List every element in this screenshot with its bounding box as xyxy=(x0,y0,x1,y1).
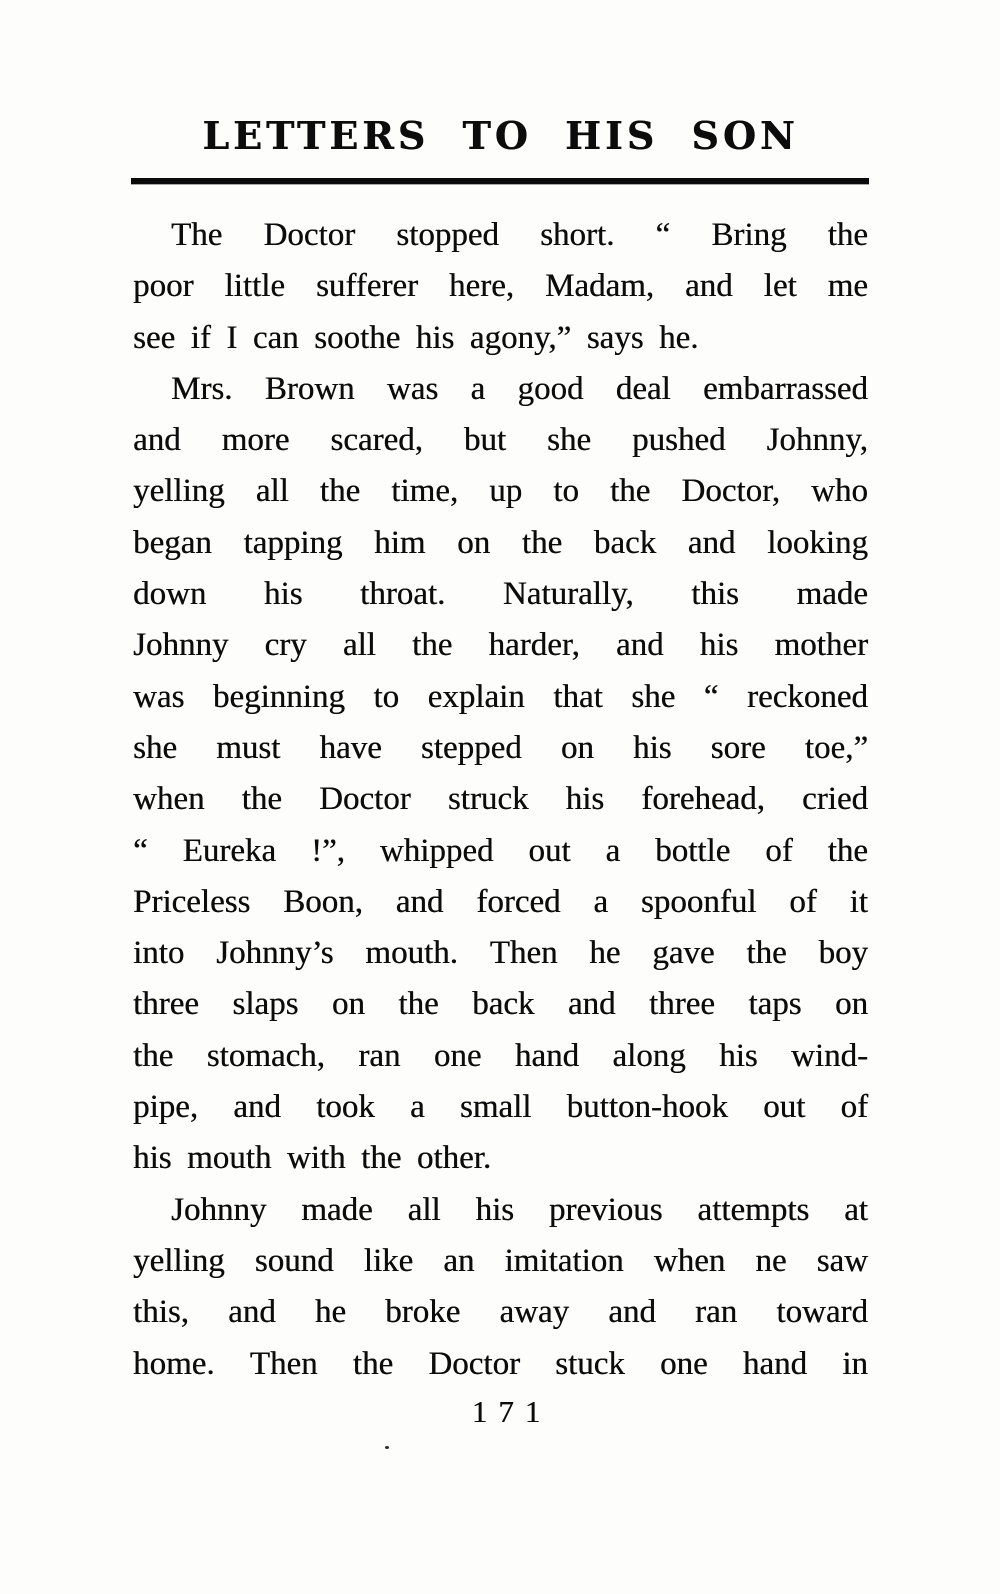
word: an xyxy=(443,1242,475,1279)
word: to xyxy=(373,678,400,715)
word: and xyxy=(133,422,181,459)
word: yelling xyxy=(133,1242,225,1279)
word: let xyxy=(763,268,797,305)
word: he xyxy=(314,1294,347,1331)
word: boy xyxy=(818,935,868,972)
word: of xyxy=(840,1089,868,1126)
word: good xyxy=(517,370,584,407)
word: the xyxy=(352,1345,394,1382)
word: and xyxy=(685,268,733,305)
text-line: his mouth with the other. xyxy=(133,1140,492,1177)
text-line xyxy=(133,1082,868,1133)
word: sufferer xyxy=(315,268,418,305)
text-line xyxy=(133,826,868,877)
word: the xyxy=(412,627,453,664)
word: out xyxy=(528,832,571,869)
word: short. xyxy=(540,217,615,253)
word: mouth. xyxy=(365,935,458,972)
text-line xyxy=(133,261,868,312)
word: attempts xyxy=(697,1191,810,1228)
word: on xyxy=(560,729,594,766)
word: Bring xyxy=(711,217,787,253)
text-line xyxy=(133,1287,868,1338)
word: here, xyxy=(448,268,514,305)
word: his xyxy=(699,627,739,664)
word: must xyxy=(216,729,281,766)
text-line xyxy=(133,928,868,979)
text-line xyxy=(133,1339,868,1390)
text-line xyxy=(133,1236,868,1287)
word: in xyxy=(842,1345,868,1382)
word: !”, xyxy=(310,832,345,869)
ink-speck xyxy=(385,1446,389,1449)
page-number: 171 xyxy=(471,1394,552,1429)
word: the xyxy=(827,217,868,253)
word: yelling xyxy=(133,473,225,510)
word: she xyxy=(631,678,676,715)
word: she xyxy=(133,729,177,766)
word: previous xyxy=(548,1191,663,1228)
word: when xyxy=(133,781,205,818)
word: Doctor xyxy=(428,1345,520,1382)
word: “ xyxy=(703,678,719,715)
word: on xyxy=(834,986,868,1023)
body-text xyxy=(133,210,868,1390)
text-line xyxy=(133,466,868,517)
word: this xyxy=(691,576,739,613)
word: and xyxy=(228,1294,276,1331)
word: at xyxy=(844,1191,868,1228)
word: throat. xyxy=(360,576,446,613)
word: the xyxy=(241,781,282,818)
word: sore xyxy=(710,729,766,766)
word: a xyxy=(410,1089,425,1126)
word: back xyxy=(593,524,657,561)
word: all xyxy=(255,473,289,510)
word: The xyxy=(171,217,223,253)
word: and xyxy=(687,524,736,561)
word: forehead, xyxy=(641,781,765,818)
text-line xyxy=(133,620,868,671)
word: Mrs. xyxy=(171,370,233,407)
text-line xyxy=(133,877,868,928)
word: gave xyxy=(652,935,715,972)
word: made xyxy=(796,576,868,613)
word: the xyxy=(746,935,787,972)
word: Then xyxy=(249,1345,318,1382)
word: have xyxy=(319,729,382,766)
word: one xyxy=(660,1345,708,1382)
word: Naturally, xyxy=(502,576,634,613)
word: all xyxy=(342,627,376,664)
word: Doctor xyxy=(263,217,356,253)
word: looking xyxy=(767,524,868,561)
word: and xyxy=(615,627,664,664)
word: hand xyxy=(742,1345,808,1382)
word: away xyxy=(499,1294,570,1331)
word: who xyxy=(811,473,868,510)
word: the xyxy=(319,473,361,510)
word: ran xyxy=(358,1037,401,1074)
word: the xyxy=(610,473,651,510)
text-line xyxy=(133,518,868,569)
word: his xyxy=(263,576,303,613)
word: up xyxy=(489,473,523,510)
paragraph xyxy=(133,210,868,364)
word: she xyxy=(547,422,592,459)
word: cried xyxy=(802,781,868,818)
word: Johnny, xyxy=(766,422,868,459)
word: stomach, xyxy=(206,1037,325,1074)
text-line: see if I can soothe his agony,” says he. xyxy=(133,319,699,356)
word: little xyxy=(224,268,285,305)
word: on xyxy=(457,524,491,561)
word: broke xyxy=(385,1294,461,1331)
word: a xyxy=(605,832,621,869)
word: three xyxy=(648,986,715,1023)
word: into xyxy=(133,935,185,972)
text-line xyxy=(133,979,868,1030)
word: deal xyxy=(615,370,671,407)
word: Brown xyxy=(264,370,355,407)
word: struck xyxy=(447,781,529,818)
text-line xyxy=(133,1031,868,1082)
word: made xyxy=(301,1191,373,1228)
running-head: LETTERS TO HIS SON xyxy=(202,113,799,158)
word: button-hook xyxy=(566,1089,728,1126)
word: saw xyxy=(816,1242,868,1279)
word: Johnny xyxy=(171,1191,267,1228)
word: tapping xyxy=(243,524,343,561)
word: a xyxy=(593,883,609,920)
word: that xyxy=(553,678,603,715)
word: on xyxy=(331,986,365,1023)
word: took xyxy=(316,1089,375,1126)
word: began xyxy=(133,524,212,561)
word: stopped xyxy=(396,217,499,253)
text-line xyxy=(133,364,868,415)
word: toe,” xyxy=(804,729,868,766)
word: him xyxy=(374,524,426,561)
word: to xyxy=(553,473,579,510)
word: but xyxy=(463,422,507,459)
word: hand xyxy=(514,1037,580,1074)
word: Then xyxy=(489,935,558,972)
word: toward xyxy=(776,1294,868,1331)
word: taps xyxy=(748,986,802,1023)
word: forced xyxy=(476,883,561,920)
word: back xyxy=(472,986,535,1023)
word: the xyxy=(827,832,868,869)
word: Madam, xyxy=(544,268,655,305)
paragraph xyxy=(133,364,868,1185)
word: poor xyxy=(133,268,194,305)
word: mother xyxy=(774,627,868,664)
word: and xyxy=(395,883,444,920)
word: time, xyxy=(391,473,459,510)
word: bottle xyxy=(655,832,731,869)
word: like xyxy=(363,1242,414,1279)
word: pipe, xyxy=(133,1089,199,1126)
word: out xyxy=(763,1089,806,1126)
word: more xyxy=(221,422,290,459)
word: whipped xyxy=(379,832,494,869)
word: embarrassed xyxy=(703,370,868,407)
word: Boon, xyxy=(283,883,363,920)
word: ran xyxy=(695,1294,738,1331)
word: Doctor xyxy=(319,781,411,818)
paragraph xyxy=(133,1185,868,1390)
word: his xyxy=(719,1037,758,1074)
word: down xyxy=(133,576,207,613)
word: the xyxy=(133,1037,174,1074)
word: of xyxy=(789,883,817,920)
word: stepped xyxy=(420,729,522,766)
word: scared, xyxy=(330,422,423,459)
word: home. xyxy=(133,1345,215,1382)
word: when xyxy=(653,1242,726,1279)
word: spoonful xyxy=(640,883,757,920)
word: his xyxy=(475,1191,514,1228)
text-line xyxy=(133,1185,868,1236)
text-line xyxy=(133,723,868,774)
text-line xyxy=(133,569,868,620)
word: sound xyxy=(254,1242,334,1279)
word: Johnny xyxy=(133,627,229,664)
text-line xyxy=(133,672,868,723)
word: his xyxy=(633,729,672,766)
word: this, xyxy=(133,1294,189,1331)
word: his xyxy=(565,781,605,818)
text-line xyxy=(133,774,868,825)
word: was xyxy=(386,370,439,407)
word: along xyxy=(612,1037,686,1074)
word: imitation xyxy=(504,1242,624,1279)
word: explain xyxy=(427,678,525,715)
word: small xyxy=(459,1089,532,1126)
word: reckoned xyxy=(746,678,868,715)
word: harder, xyxy=(488,627,580,664)
word: and xyxy=(567,986,616,1023)
word: the xyxy=(521,524,563,561)
word: one xyxy=(433,1037,482,1074)
header-rule xyxy=(131,178,869,184)
word: slaps xyxy=(232,986,299,1023)
text-line xyxy=(133,210,868,261)
word: wind- xyxy=(790,1037,868,1074)
word: the xyxy=(398,986,439,1023)
word: and xyxy=(608,1294,656,1331)
word: “ xyxy=(655,217,671,253)
word: he xyxy=(589,935,621,972)
word: pushed xyxy=(632,422,726,459)
word: me xyxy=(827,268,868,305)
word: “ xyxy=(133,832,148,869)
word: it xyxy=(849,883,868,920)
word: and xyxy=(233,1089,281,1126)
word: Doctor, xyxy=(681,473,780,510)
word: three xyxy=(133,986,199,1023)
word: Eureka xyxy=(182,832,277,869)
word: was xyxy=(133,678,185,715)
word: Johnny’s xyxy=(216,935,334,972)
word: stuck xyxy=(555,1345,625,1382)
text-line xyxy=(133,415,868,466)
word: ne xyxy=(755,1242,787,1279)
word: Priceless xyxy=(133,883,251,920)
word: beginning xyxy=(212,678,345,715)
word: all xyxy=(407,1191,441,1228)
word: cry xyxy=(264,627,307,664)
word: of xyxy=(765,832,793,869)
word: a xyxy=(470,370,486,407)
